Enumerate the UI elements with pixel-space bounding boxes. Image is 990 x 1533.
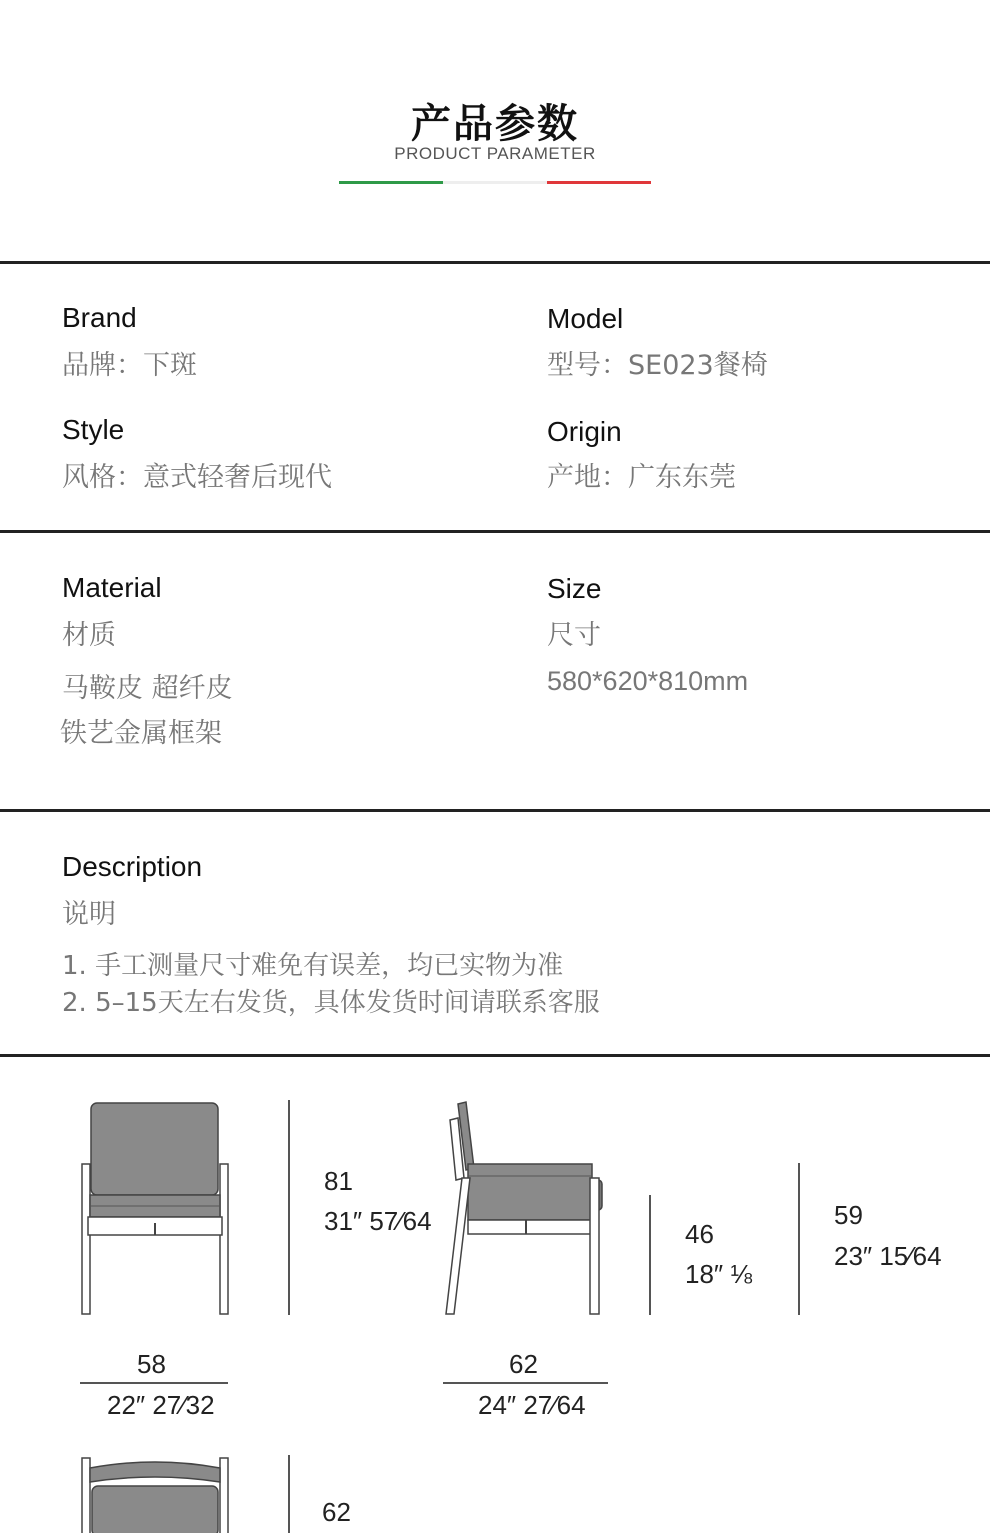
size-sub: 尺寸 [547, 620, 601, 651]
model-value: 型号：SE023餐椅 [547, 350, 768, 381]
front-width-in: 22″ 27⁄32 [107, 1390, 215, 1420]
dimension-line-arm-height [798, 1163, 800, 1315]
front-height-cm: 81 [324, 1166, 353, 1196]
size-label: Size [547, 573, 602, 604]
dimension-line-seat-height [649, 1195, 651, 1315]
dimension-line-side-depth [443, 1382, 608, 1384]
accent-bar-green [339, 181, 443, 184]
origin-value: 产地：广东东莞 [547, 462, 736, 493]
brand-label: Brand [62, 302, 137, 333]
divider [0, 1054, 990, 1057]
accent-bar-red [547, 181, 651, 184]
page-title: 产品参数 [411, 101, 579, 147]
divider [0, 530, 990, 533]
material-label: Material [62, 572, 162, 603]
accent-bar-white [443, 181, 547, 184]
top-depth-cm: 62 [322, 1497, 351, 1527]
chair-side-view [440, 1098, 610, 1318]
material-line1: 马鞍皮 超纤皮 [62, 673, 233, 704]
brand-value: 品牌：下斑 [62, 350, 197, 381]
dimension-line-front-height [288, 1100, 290, 1315]
material-sub: 材质 [62, 620, 116, 651]
front-height-in: 31″ 57⁄64 [324, 1206, 432, 1236]
page-subtitle: PRODUCT PARAMETER [394, 144, 596, 163]
size-value: 580*620*810mm [547, 666, 749, 696]
seat-height-in: 18″ ⅛ [685, 1259, 753, 1289]
side-depth-in: 24″ 27⁄64 [478, 1390, 586, 1420]
model-label: Model [547, 303, 624, 334]
description-item-2: 2. 5–15天左右发货，具体发货时间请联系客服 [62, 988, 600, 1018]
arm-height-in: 23″ 15⁄64 [834, 1241, 942, 1271]
side-depth-cm: 62 [509, 1349, 538, 1379]
description-item-1: 1. 手工测量尺寸难免有误差，均已实物为准 [62, 951, 564, 981]
divider [0, 261, 990, 264]
chair-top-view [76, 1452, 236, 1533]
origin-label: Origin [547, 416, 622, 447]
style-value: 风格：意式轻奢后现代 [62, 462, 332, 493]
dimension-line-front-width [80, 1382, 228, 1384]
dimension-line-top [288, 1455, 290, 1533]
divider [0, 809, 990, 812]
front-width-cm: 58 [137, 1349, 166, 1379]
description-sub: 说明 [62, 899, 116, 930]
seat-height-cm: 46 [685, 1219, 714, 1249]
material-line2: 铁艺金属框架 [60, 718, 222, 749]
chair-front-view [76, 1098, 236, 1318]
arm-height-cm: 59 [834, 1200, 863, 1230]
style-label: Style [62, 414, 125, 445]
description-label: Description [62, 851, 203, 882]
